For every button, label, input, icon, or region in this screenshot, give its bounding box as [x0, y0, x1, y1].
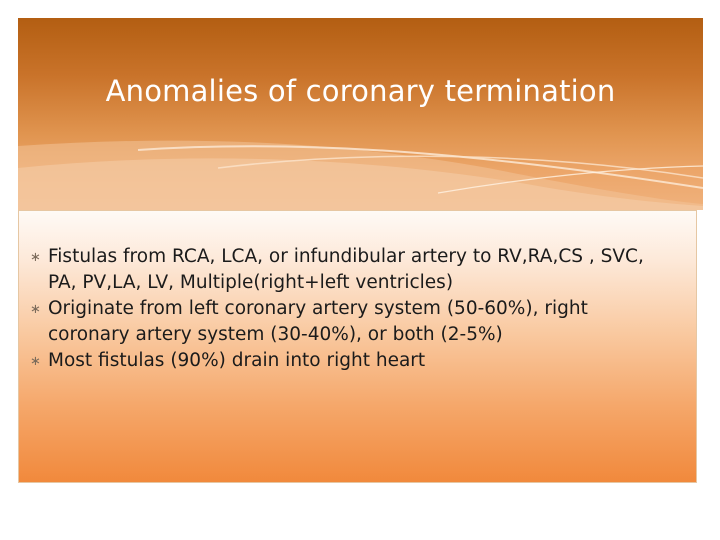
- asterisk-bullet-icon: ∗: [30, 354, 41, 369]
- slide-title: Anomalies of coronary termination: [105, 74, 616, 108]
- asterisk-bullet-icon: ∗: [30, 250, 41, 265]
- bullet-item: [30, 296, 670, 348]
- bullet-text: Originate from left coronary artery system (50-60%), right coronary artery system (30-40%), or both (2-5%): [48, 298, 588, 345]
- asterisk-bullet-icon: ∗: [30, 302, 41, 317]
- bullet-item: [30, 244, 670, 296]
- decorative-swoosh: [18, 18, 703, 210]
- bullet-text: Fistulas from RCA, LCA, or infundibular artery to RV,RA,CS , SVC, PA, PV,LA, LV, Multiple(right+left ventricles): [48, 246, 644, 293]
- bullet-text: Most fistulas (90%) drain into right heart: [48, 350, 426, 371]
- title-band: [18, 18, 703, 210]
- bullet-item: [30, 348, 670, 374]
- bullet-list: [30, 244, 670, 374]
